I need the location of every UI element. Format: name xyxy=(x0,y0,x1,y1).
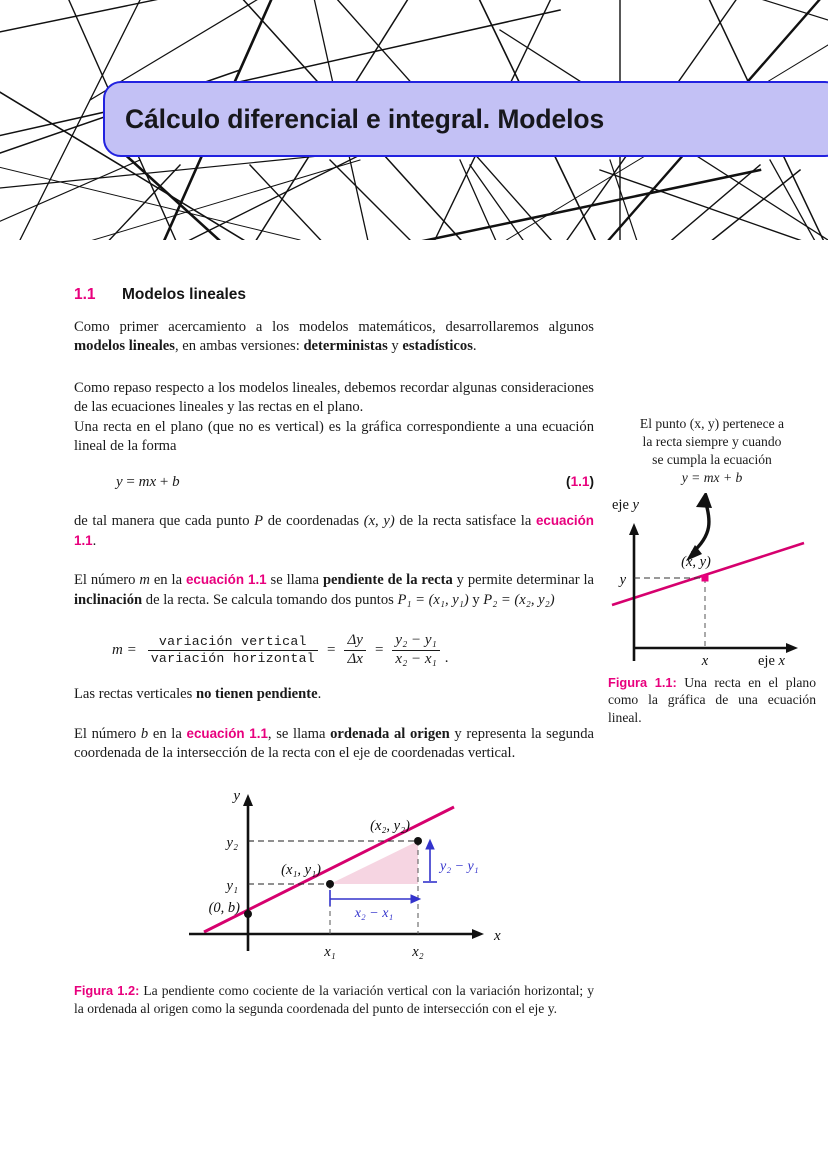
text-run: El número xyxy=(74,572,140,589)
text-run: y xyxy=(468,591,484,608)
text-run: Una recta en el plano (que no es vertical) es la gráfica correspondiente a una ecuación lineal de la forma xyxy=(74,418,594,455)
text-run: , se llama xyxy=(267,726,331,743)
point-p2 xyxy=(414,837,422,845)
fraction-differences xyxy=(392,632,439,669)
text-run: Como primer acercamiento a los modelos matemáticos, desarrollaremos algunos xyxy=(74,319,594,335)
figure-1-1-y-axis-label: eje y xyxy=(612,496,639,513)
figure-1-1-note-line-3: se cumpla la ecuación xyxy=(652,451,772,467)
text-run-bold: no tienen pendiente xyxy=(195,685,318,702)
figure-1-1 xyxy=(608,493,816,668)
text-run-bold: modelos lineales xyxy=(74,338,175,355)
line-graph xyxy=(612,543,804,605)
fraction-numerator: y₂ − y₁ xyxy=(395,632,437,649)
figure-1-1-point-label: (x, y) xyxy=(681,553,711,570)
text-run-bold: estadísticos xyxy=(402,338,473,355)
text-run: de la recta satisface la xyxy=(394,513,536,530)
figure-1-2-label-p2: (x₂, y₂) xyxy=(370,817,410,834)
fraction-denominator: Δx xyxy=(347,650,363,667)
y-axis-arrowhead xyxy=(629,523,639,535)
pointer-arrowhead-top xyxy=(696,493,712,508)
figure-1-2-x-axis-label: x xyxy=(494,927,501,944)
text-run-bold: inclinación xyxy=(74,591,143,608)
equation-1-1-body: y = mx + b xyxy=(116,474,180,491)
figure-1-2-tick-y1: y₁ xyxy=(226,877,238,894)
math-m: m xyxy=(139,572,150,589)
text-run-bold: ordenada al origen xyxy=(330,726,450,743)
equation-reference: ecuación 1.1 xyxy=(185,572,267,588)
figure-1-2-label-p1: (x₁, y₁) xyxy=(281,861,321,878)
fraction-numerator: variación vertical xyxy=(158,634,307,650)
text-run: de coordenadas xyxy=(263,513,364,530)
figure-1-1-note xyxy=(608,415,816,487)
fraction-denominator: x₂ − x₁ xyxy=(395,650,437,667)
text-run-bold: pendiente de la recta xyxy=(322,572,453,589)
text-run: y representa la segunda coordenada de la intersección de la recta con el eje de coordenadas vertical. xyxy=(74,726,595,762)
text-run-bold: deterministas xyxy=(303,338,388,355)
fraction-numerator: Δy xyxy=(347,632,363,649)
figure-1-1-note-line-1: El punto (x, y) pertenece a xyxy=(639,416,785,431)
x-axis-arrowhead xyxy=(786,643,798,653)
figure-1-2-caption-label: Figura 1.2: xyxy=(74,982,140,998)
math-P2: P₂ = (x₂, y₂) xyxy=(483,591,555,608)
figure-1-2-caption-text: La pendiente como cociente de la variación vertical con la variación horizontal; y la ordenada al origen como la segunda coordenada del punto de intersección con el eje y. xyxy=(74,982,594,1016)
figure-1-2 xyxy=(74,786,594,968)
text-run: Como repaso respecto a los modelos lineales, debemos recordar algunas consideraciones de las ecuaciones lineales y las rectas en el plano. xyxy=(74,379,594,416)
text-run: . xyxy=(92,532,97,549)
x-axis-arrowhead xyxy=(472,929,484,939)
point-xy xyxy=(702,574,709,581)
slope-lhs: m = xyxy=(112,641,137,658)
paren-open: ( xyxy=(566,474,571,490)
figure-1-1-tick-x: x xyxy=(701,652,709,668)
period: . xyxy=(444,649,449,666)
section-heading xyxy=(74,286,594,304)
equation-1-1-tag xyxy=(566,474,594,489)
text-run: , en ambas versiones: xyxy=(174,338,304,355)
paragraph-intro xyxy=(74,318,594,357)
equals-2: = xyxy=(374,641,384,658)
y-axis-arrowhead xyxy=(243,794,253,806)
figure-1-1-note-equation: y = mx + b xyxy=(681,469,743,485)
fraction-words xyxy=(148,634,318,666)
paragraph-verticales xyxy=(74,685,594,704)
paragraph-repaso xyxy=(74,379,594,418)
page-title: Cálculo diferencial e integral. Modelos xyxy=(125,103,605,134)
figure-1-2-svg xyxy=(184,786,514,968)
figure-1-1-note-line-2: la recta siempre y cuando xyxy=(642,433,782,449)
figure-1-2-label-dy: y₂ − y₁ xyxy=(440,858,479,874)
equation-number: 1.1 xyxy=(570,474,590,490)
text-run: . xyxy=(317,685,322,702)
text-run: . xyxy=(472,338,477,355)
slope-formula xyxy=(74,632,594,669)
text-run: de tal manera que cada punto xyxy=(74,513,255,530)
paragraph-ordenada xyxy=(74,725,594,764)
figure-1-2-tick-x1: x₁ xyxy=(324,943,336,960)
page-title-banner xyxy=(103,81,828,157)
side-figure-column xyxy=(608,415,816,740)
math-P1: P₁ = (x₁, y₁) xyxy=(397,591,469,608)
figure-1-2-label-intercept: (0, b) xyxy=(208,899,240,916)
measure-dx-arrowhead xyxy=(411,895,420,903)
paren-close: ) xyxy=(589,474,594,490)
figure-1-2-tick-x2: x₂ xyxy=(412,943,424,960)
text-run: y xyxy=(387,338,403,355)
point-intercept xyxy=(244,910,252,918)
figure-1-2-caption xyxy=(74,982,594,1017)
figure-1-2-y-axis-label: y xyxy=(233,787,240,804)
paragraph-recta xyxy=(74,418,594,457)
figure-1-1-svg xyxy=(608,493,816,668)
text-run: de la recta. Se calcula tomando dos puntos xyxy=(142,591,398,608)
math-P: P xyxy=(254,513,264,530)
figure-1-2-tick-y2: y₂ xyxy=(226,834,238,851)
figure-1-1-tick-y: y xyxy=(619,571,626,588)
section-number: 1.1 xyxy=(74,286,96,303)
main-column xyxy=(74,240,594,1031)
fraction-delta xyxy=(344,632,365,669)
math-b: b xyxy=(140,726,149,743)
text-run: Las rectas verticales xyxy=(74,685,196,702)
figure-1-1-caption xyxy=(608,674,816,727)
figure-1-1-caption-text: Una recta en el plano como la gráfica de una ecuación lineal. xyxy=(608,674,816,726)
equals-1: = xyxy=(327,641,336,658)
figure-1-2-label-dx: x₂ − x₁ xyxy=(354,905,394,921)
math-coords: (x, y) xyxy=(363,513,395,530)
text-run: en la xyxy=(148,726,187,743)
text-run: El número xyxy=(74,726,141,743)
paragraph-pendiente xyxy=(74,571,594,610)
text-run: se llama xyxy=(266,572,323,589)
equation-reference: ecuación 1.1 xyxy=(186,726,268,742)
text-run: en la xyxy=(149,572,186,589)
text-run: y permite determinar la xyxy=(452,572,594,589)
equation-reference: ecuación 1.1 xyxy=(74,513,594,548)
point-p1 xyxy=(326,880,334,888)
equation-1-1 xyxy=(74,474,594,496)
paragraph-punto-P xyxy=(74,512,594,551)
measure-dy-arrowhead xyxy=(426,840,434,849)
figure-1-1-caption-label: Figura 1.1: xyxy=(608,674,677,690)
fraction-denominator: variación horizontal xyxy=(150,650,315,666)
figure-1-1-x-axis-label: eje x xyxy=(758,652,785,668)
section-title: Modelos lineales xyxy=(122,286,247,303)
